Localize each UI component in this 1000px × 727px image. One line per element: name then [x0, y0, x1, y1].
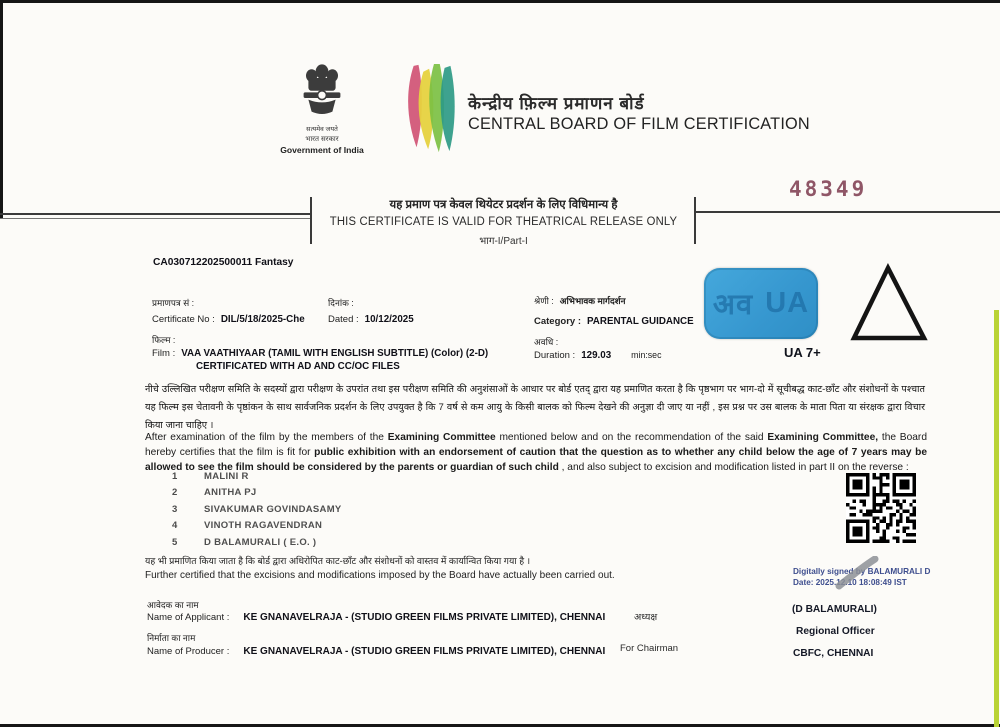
rule-left-1	[0, 213, 312, 215]
para-en-part-bold: Examining Committee,	[767, 432, 879, 443]
para-en-part: the Board hereby certifies that the film is fit for	[145, 432, 927, 458]
signatory-title: Regional Officer	[796, 626, 875, 637]
para-en-part: , and also subject to excision and modification listed in part II on the reverse :	[558, 461, 909, 473]
chairman-label-hindi: अध्यक्ष	[634, 612, 658, 623]
page-left-border	[0, 0, 3, 218]
applicant-label-hindi: आवेदक का नाम	[147, 600, 199, 610]
certification-paragraph-english	[145, 431, 927, 475]
dated-label-english: Dated :	[328, 314, 359, 325]
member-row	[172, 487, 342, 503]
page-top-border	[0, 0, 1000, 3]
para-en-part-bold: public exhibition with an endorsement of caution that the question as to whether any child below the age of 7 years may be allowed to see the film should be considered by the parents or guardian of such child	[145, 446, 927, 473]
rule-right	[695, 211, 1000, 213]
qr-code	[846, 472, 916, 544]
rating-text: UA 7+	[784, 345, 821, 360]
chairman-label-english: For Chairman	[620, 643, 679, 654]
member-name: D BALAMURALI ( E.O. )	[204, 536, 317, 548]
para-en-part: After examination of the film by the members of the	[145, 432, 388, 443]
emblem-govt-hindi: भारत सरकार	[305, 136, 339, 143]
dated-value: 10/12/2025	[364, 314, 414, 325]
member-row	[172, 537, 342, 553]
member-number: 4	[172, 520, 178, 532]
member-number: 1	[172, 471, 178, 482]
film-label-hindi: फिल्म :	[152, 335, 176, 345]
further-certified-hindi: यह भी प्रमाणित किया जाता है कि बोर्ड द्वारा अधिरोपित काट-छाँट और संशोधनों को वास्तव में कार्यान्वित किया गया है ।	[145, 556, 531, 566]
film-label-english: Film :	[152, 348, 176, 359]
producer-label-english: Name of Producer :	[147, 646, 230, 657]
rule-left-2	[0, 218, 312, 219]
certificate-no-label-english: Certificate No :	[152, 314, 215, 325]
para-en-part-bold: Examining Committee	[387, 432, 496, 443]
certificate-no-row	[152, 314, 305, 325]
certificate-no-label-hindi: प्रमाणपत्र सं :	[152, 298, 195, 308]
member-name: ANITHA PJ	[204, 487, 257, 499]
duration-row	[534, 350, 661, 361]
signatory-name: (D BALAMURALI)	[792, 604, 877, 615]
cbfc-logo-icon	[402, 60, 464, 157]
emblem-motto: सत्यमेव जयते	[306, 126, 338, 133]
part-label: भाग-I/Part-I	[479, 236, 528, 247]
duration-label-english: Duration :	[534, 350, 576, 361]
applicant-value: KE GNANAVELRAJA - (STUDIO GREEN FILMS PRIVATE LIMITED), CHENNAI	[243, 612, 606, 623]
certification-paragraph-hindi: नीचे उल्लिखित परीक्षण समिति के सदस्यों द्वारा परीक्षण के उपरांत तथा इस परीक्षण समिति की अनुशंसाओं के आधार पर बोर्ड एतद् द्वारा यह प्रमाणित करता है कि पृष्ठभाग पर भाग-दो में सूचीबद्ध काट-छाँट और संशोधनों के पश्चात यह फिल्म इस चेतावनी के पृष्ठांकन के साथ सार्वजनिक प्रदर्शन के लिए उपयुक्त है कि 7 वर्ष से कम आयु के किसी बालक को फिल्म देखने की अनुज्ञा दी जाए या नहीं , इस प्रश्न पर उस बालक के माता पिता या संरक्षक द्वारा विचार किया जाना चाहिए ।	[145, 384, 925, 431]
category-row-english	[534, 316, 694, 327]
film-title-line2: CERTIFICATED WITH AD AND CC/OC FILES	[196, 361, 400, 372]
member-row	[172, 520, 342, 536]
category-label-english: Category :	[534, 316, 581, 327]
dated-label-hindi: दिनांक :	[328, 298, 354, 308]
rating-badge-sticker	[704, 268, 818, 339]
government-emblem-icon	[298, 62, 346, 126]
signatory-office: CBFC, CHENNAI	[793, 648, 874, 659]
producer-label-hindi: निर्माता का नाम	[147, 633, 196, 643]
film-title-value: VAA VAATHIYAAR (TAMIL WITH ENGLISH SUBTITLE) (Color) (2-D)	[181, 348, 489, 359]
certificate-no-value: DIL/5/18/2025-Che	[220, 314, 305, 325]
member-row	[172, 471, 342, 487]
emblem-govt-english: Government of India	[280, 145, 364, 155]
producer-value: KE GNANAVELRAJA - (STUDIO GREEN FILMS PRIVATE LIMITED), CHENNAI	[243, 646, 606, 657]
member-name: VINOTH RAGAVENDRAN	[204, 520, 323, 532]
board-name-hindi: केन्द्रीय फ़िल्म प्रमाणन बोर्ड	[468, 94, 645, 113]
validity-band	[312, 197, 695, 247]
member-name: MALINI R	[204, 471, 249, 482]
producer-row	[147, 646, 605, 657]
member-number: 5	[172, 536, 178, 548]
duration-value: 129.03	[581, 350, 612, 361]
board-name-english: CENTRAL BOARD OF FILM CERTIFICATION	[468, 114, 810, 133]
member-number: 3	[172, 503, 178, 515]
signature-ink-stroke	[833, 556, 883, 590]
member-number: 2	[172, 487, 178, 499]
digital-signature-line2: Date: 2025.12.10 18:08:49 IST	[793, 577, 907, 587]
ca-number: CA030712202500011 Fantasy	[153, 257, 294, 268]
scan-green-strip	[994, 310, 999, 727]
duration-unit: min:sec	[631, 350, 662, 360]
applicant-label-english: Name of Applicant :	[147, 612, 230, 623]
film-row	[152, 348, 488, 359]
category-row-hindi	[534, 295, 626, 307]
category-value-english: PARENTAL GUIDANCE	[586, 316, 694, 327]
rating-badge-hindi: अव	[712, 289, 754, 321]
category-value-hindi: अभिभावक मार्गदर्शन	[559, 296, 626, 306]
validity-line-english: THIS CERTIFICATE IS VALID FOR THEATRICAL RELEASE ONLY	[329, 216, 678, 228]
category-label-hindi: श्रेणी :	[534, 296, 554, 306]
duration-label-hindi: अवधि :	[534, 337, 559, 347]
further-certified-english: Further certified that the excisions and modifications imposed by the Board have actually been carried out.	[145, 570, 615, 581]
members-list	[172, 471, 342, 553]
validity-line-hindi: यह प्रमाण पत्र केवल थियेटर प्रदर्शन के लिए विधिमान्य है	[389, 199, 618, 211]
member-row	[172, 504, 342, 520]
para-en-part: mentioned below and on the recommendation of the said	[495, 432, 768, 443]
triangle-mark-icon	[846, 262, 930, 344]
member-name: SIVAKUMAR GOVINDASAMY	[204, 503, 342, 515]
stamp-number: 48349	[789, 177, 868, 201]
applicant-row	[147, 612, 605, 623]
digital-signature-line1: Digitally signed by BALAMURALI D	[793, 567, 931, 576]
dated-row	[328, 314, 414, 325]
rating-badge-english: UA	[765, 287, 810, 319]
